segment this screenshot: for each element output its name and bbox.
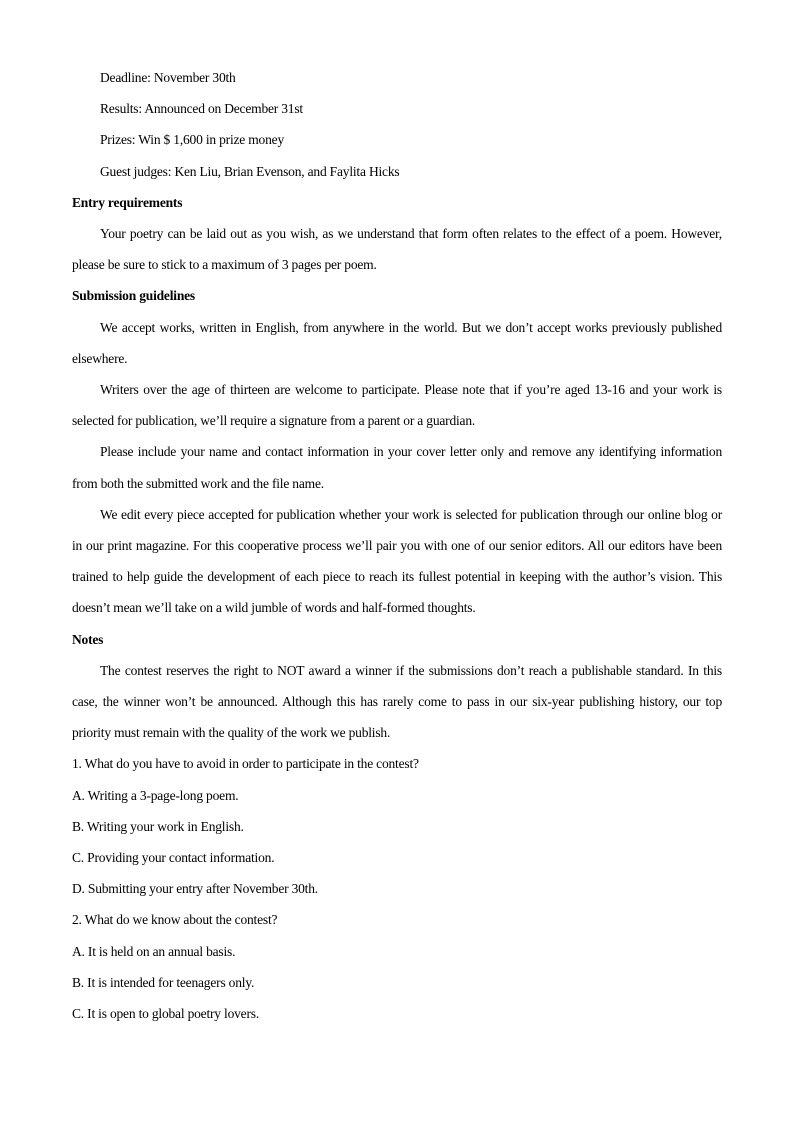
document-page — [72, 62, 722, 1029]
submission-paragraph-3: Please include your name and contact information in your cover letter only and remove any identifying information from both the submitted work and the file name. — [72, 444, 722, 491]
submission-paragraph-4: We edit every piece accepted for publication whether your work is selected for publication through our online blog or in our print magazine. For this cooperative process we’ll pair you with one of our senior editors. All our editors have been trained to help guide the development of each piece to reach its fullest potential in keeping with the author’s vision. This doesn’t mean we’ll take on a wild jumble of words and half-formed thoughts. — [72, 506, 722, 616]
question-2-option-a: A. It is held on an annual basis. — [72, 943, 236, 959]
question-1-option-c: C. Providing your contact information. — [72, 850, 275, 866]
prizes-line: Prizes: Win $ 1,600 in prize money — [100, 132, 284, 148]
question-2: 2. What do we know about the contest? — [72, 912, 278, 928]
entry-requirements-heading: Entry requirements — [72, 194, 183, 210]
submission-paragraph-1: We accept works, written in English, from anywhere in the world. But we don’t accept works previously published elsewhere. — [72, 319, 722, 366]
submission-guidelines-heading: Submission guidelines — [72, 288, 195, 304]
question-2-option-c: C. It is open to global poetry lovers. — [72, 1006, 259, 1022]
question-1-option-d: D. Submitting your entry after November 30th. — [72, 881, 318, 897]
results-line: Results: Announced on December 31st — [100, 101, 303, 117]
entry-requirements-text: Your poetry can be laid out as you wish, as we understand that form often relates to the effect of a poem. However, please be sure to stick to a maximum of 3 pages per poem. — [72, 226, 722, 273]
question-1-option-b: B. Writing your work in English. — [72, 818, 244, 834]
notes-text: The contest reserves the right to NOT award a winner if the submissions don’t reach a publishable standard. In this case, the winner won’t be announced. Although this has rarely come to pass in our six-year publishing history, our top priority must remain with the quality of the work we publish. — [72, 662, 722, 741]
deadline-line: Deadline: November 30th — [100, 70, 236, 85]
submission-paragraph-2: Writers over the age of thirteen are welcome to participate. Please note that if you’re aged 13-16 and your work is selected for publication, we’ll require a signature from a parent or a guardian. — [72, 382, 722, 429]
question-1: 1. What do you have to avoid in order to participate in the contest? — [72, 756, 419, 772]
question-2-option-b: B. It is intended for teenagers only. — [72, 974, 255, 990]
judges-line: Guest judges: Ken Liu, Brian Evenson, and Faylita Hicks — [100, 163, 400, 179]
notes-heading: Notes — [72, 631, 104, 647]
question-1-option-a: A. Writing a 3-page-long poem. — [72, 787, 239, 803]
